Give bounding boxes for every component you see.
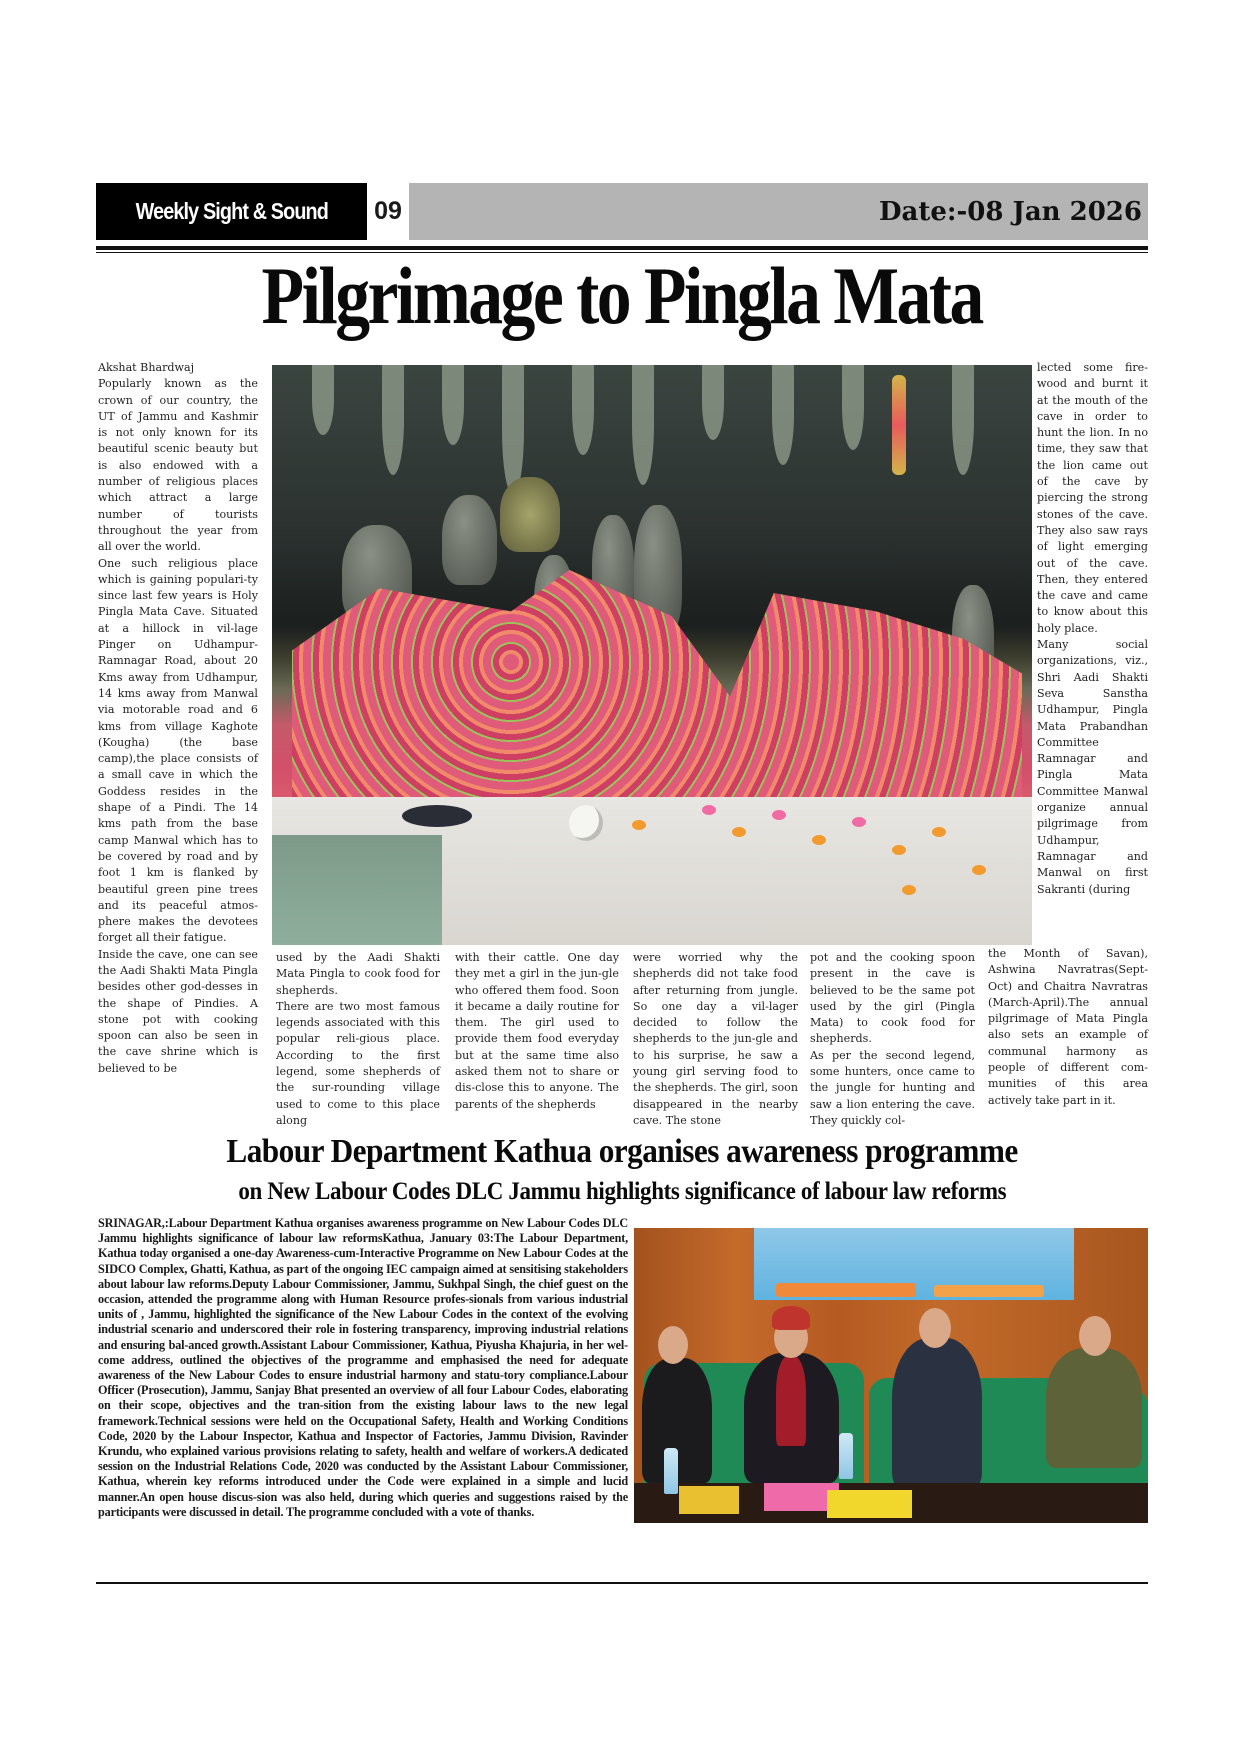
cave-shrine-photo	[272, 365, 1032, 945]
article-column-6	[1037, 360, 1148, 898]
article-column-6-continued	[988, 946, 1148, 1109]
publication-name-text: Weekly Sight & Sound	[135, 198, 328, 224]
paragraph: Many social organizations, viz., Shri Aadi Shakti Seva Sanstha Udhampur, Pingla Mata Prabandhan Committee Ramnagar and Pingla Mata Committee Manwal organize annual pilgrimage from Udhampur, Ramnagar and Manwal on first Sakranti (during	[1037, 638, 1148, 896]
event-banner	[754, 1228, 1074, 1300]
labour-article-subheadline	[96, 1176, 1148, 1208]
paragraph: were worried why the shepherds did not take food after returning from jungle. So one day a vil-lager decided to follow the shepherds to the jun-gle and to his surprise, he saw a young girl serving food to the shepherds. The girl, soon disappeared in the nearby cave. The stone	[633, 951, 798, 1127]
paragraph: As per the second legend, some hunters, once came to the jungle for hunting and saw a lion entering the cave. They quickly col-	[810, 1048, 975, 1127]
labour-article-headline-text: Labour Department Kathua organises awareness programme	[226, 1133, 1018, 1170]
paragraph: Inside the cave, one can see the Aadi Shakti Mata Pingla besides other god-desses in the shape of Pindies. A stone pot with cooking spoon can also be seen in the cave shrine which is believed to be	[98, 947, 258, 1075]
article-column-1	[98, 360, 258, 1077]
paragraph: Popularly known as the crown of our country, the UT of Jammu and Kashmir is not only known for its beautiful scenic beauty but is also endowed with a number of religious places which attract a large number of tourists throughout the year from all over the world.	[98, 377, 258, 554]
article-column-2	[276, 950, 440, 1129]
labour-article-headline	[96, 1132, 1148, 1172]
masthead	[96, 183, 1148, 240]
footer-rule	[96, 1582, 1148, 1584]
paragraph: One such religious place which is gaining populari-ty since last few years is Holy Pingla Mata Cave. Situated at a hillock in vil-lage Pinger on Udhampur-Ramnagar Road, about 20 Kms away from Udhampur, 14 kms away from Manwal via motorable road and 6 kms from village Kaghote (Kougha) (the base camp),the place consists of a small cave in which the Goddess resides in the shape of a Pindi. The 14 kms path from the base camp Manwal which has to be covered by road and by foot 1 km is flanked by beautiful green pine trees and its peaceful atmos-phere makes the devotees forget all their fatigue.	[98, 556, 258, 945]
paragraph: There are two most famous legends associated with this popular reli-gious place. According to the first legend, some shepherds of the sur-rounding village used to come to this place along	[276, 999, 440, 1127]
paragraph: lected some fire-wood and burnt it at the mouth of the cave in order to hunt the lion. In no time, they saw that the lion came out of the cave by piercing the strong stones of the cave. They also saw rays of light emerging out of the cave. Then, they entered the cave and came to know about this holy place.	[1037, 361, 1148, 635]
issue-date: Date:-08 Jan 2026	[409, 183, 1148, 240]
article-column-4	[633, 950, 798, 1129]
article-headline-text: Pilgrimage to Pingla Mata	[261, 250, 983, 341]
paragraph: pot and the cooking spoon present in the cave is believed to be the same pot used by the girl (Pingla Mata) to cook food for shepherds.	[810, 951, 975, 1046]
byline: Akshat Bhardwaj	[98, 361, 195, 374]
labour-article-subheadline-text: on New Labour Codes DLC Jammu highlights significance of labour law reforms	[238, 1178, 1006, 1205]
paragraph: with their cattle. One day they met a girl in the jun-gle who offered them food. Soon it became a daily routine for them. The girl used to provide them food everyday but at the same time also asked them not to share or dis-close this to anyone. The parents of the shepherds	[455, 951, 619, 1111]
paragraph: the Month of Savan), Ashwina Navratras(Sept-Oct) and Chaitra Navratras (March-April).The annual pilgrimage of Mata Pingla also sets an example of communal harmony as people of different com-munities of this area actively take part in it.	[988, 947, 1148, 1107]
article-headline	[96, 248, 1148, 343]
paragraph: used by the Aadi Shakti Mata Pingla to cook food for shepherds.	[276, 951, 440, 997]
article-column-5	[810, 950, 975, 1129]
publication-name	[96, 183, 367, 240]
awareness-programme-photo	[634, 1228, 1148, 1523]
labour-article-text: SRINAGAR,:Labour Department Kathua organises awareness programme on New Labour Codes DLC Jammu highlights significance of labour law reformsKathua, January 03:The Labour Department, Kathua today organised a one-day Awareness-cum-Interactive Programme on New Labour Codes at the SIDCO Complex, Ghatti, Kathua, as part of the ongoing IEC campaign aimed at sensitising stakeholders about labour law reforms.Deputy Labour Commissioner, Jammu, Sukhpal Singh, the chief guest on the occasion, attended the programme along with Human Resource profes-sionals from various industrial units of , Jammu, highlighted the significance of the New Labour Codes in the context of the evolving industrial scenario and underscored their role in fostering transparency, improving industrial relations and ensuring bal-anced growth.Assistant Labour Commissioner, Kathua, Piyusha Khajuria, in her wel-come address, outlined the objectives of the programme and emphasised the need for adequate awareness of the New Labour Codes to ensure industrial harmony and statu-tory compliance.Labour Officer (Prosecution), Jammu, Sanjay Bhat presented an overview of all four Labour Codes, elaborating on their scope, objectives and the tran-sition from the existing labour laws to the new legal framework.Technical sessions were held on the Occupational Safety, Health and Working Conditions Code, 2020 by the Labour Inspector, Kathua and Inspector of Factories, Jammu Division, Ravinder Krundu, who explained various provisions relating to safety, health and welfare of workers.A dedicated session on the Industrial Relations Code, 2020 was conducted by the Assistant Labour Commissioner, Kathua, wherein key reforms introduced under the Code were explained in a simple and lucid manner.An open house discus-sion was also held, during which queries and suggestions raised by the participants were discussed in detail. The programme concluded with a vote of thanks.	[98, 1216, 628, 1519]
page-number: 09	[374, 197, 402, 225]
article-column-3	[455, 950, 619, 1113]
